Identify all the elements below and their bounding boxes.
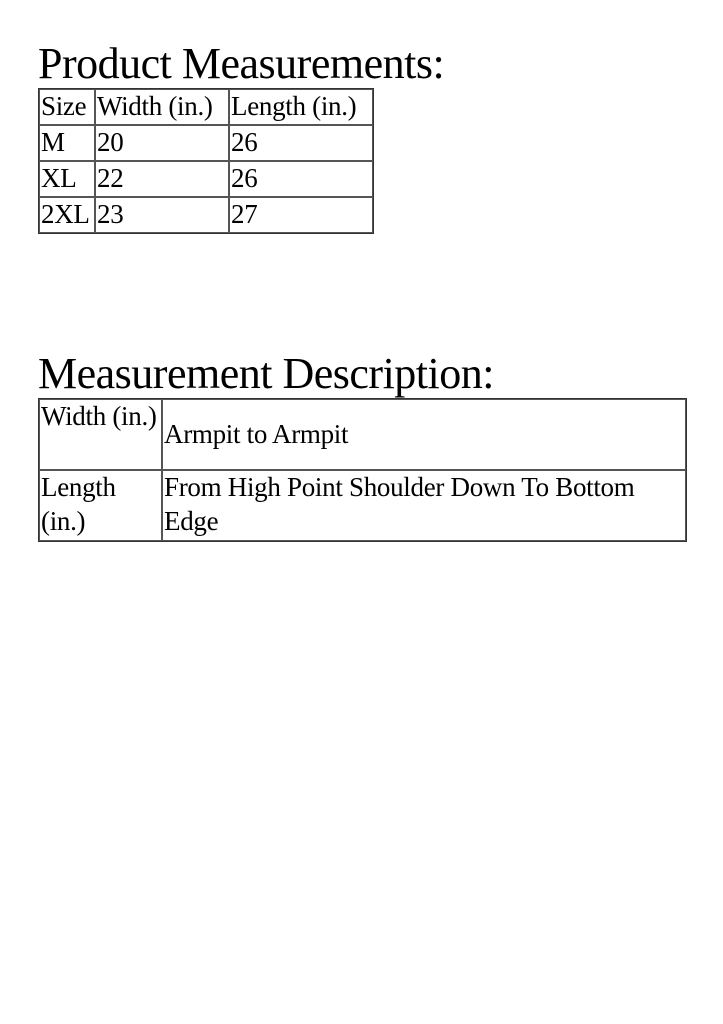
measurement-description-table <box>38 398 687 542</box>
measurement-description-cell: Armpit to Armpit <box>162 399 686 470</box>
measurement-name-cell: Width (in.) <box>39 399 162 470</box>
header-cell-width: Width (in.) <box>95 89 229 125</box>
product-measurements-table <box>38 88 374 234</box>
measurement-description-cell: From High Point Shoulder Down To Bottom Edge <box>162 470 686 541</box>
length-cell: 26 <box>229 161 373 197</box>
header-cell-length: Length (in.) <box>229 89 373 125</box>
width-cell: 20 <box>95 125 229 161</box>
length-cell: 27 <box>229 197 373 233</box>
table-row <box>39 399 686 470</box>
width-cell: 22 <box>95 161 229 197</box>
size-cell: M <box>39 125 95 161</box>
header-cell-size: Size <box>39 89 95 125</box>
length-cell: 26 <box>229 125 373 161</box>
size-cell: XL <box>39 161 95 197</box>
table-row <box>39 470 686 541</box>
width-cell: 23 <box>95 197 229 233</box>
table-header-row <box>39 89 373 125</box>
measurement-name-cell: Length (in.) <box>39 470 162 541</box>
measurement-description-title: Measurement Description: <box>38 349 494 398</box>
size-cell: 2XL <box>39 197 95 233</box>
table-row <box>39 161 373 197</box>
product-measurements-title: Product Measurements: <box>38 39 445 88</box>
table-row <box>39 125 373 161</box>
table-row <box>39 197 373 233</box>
